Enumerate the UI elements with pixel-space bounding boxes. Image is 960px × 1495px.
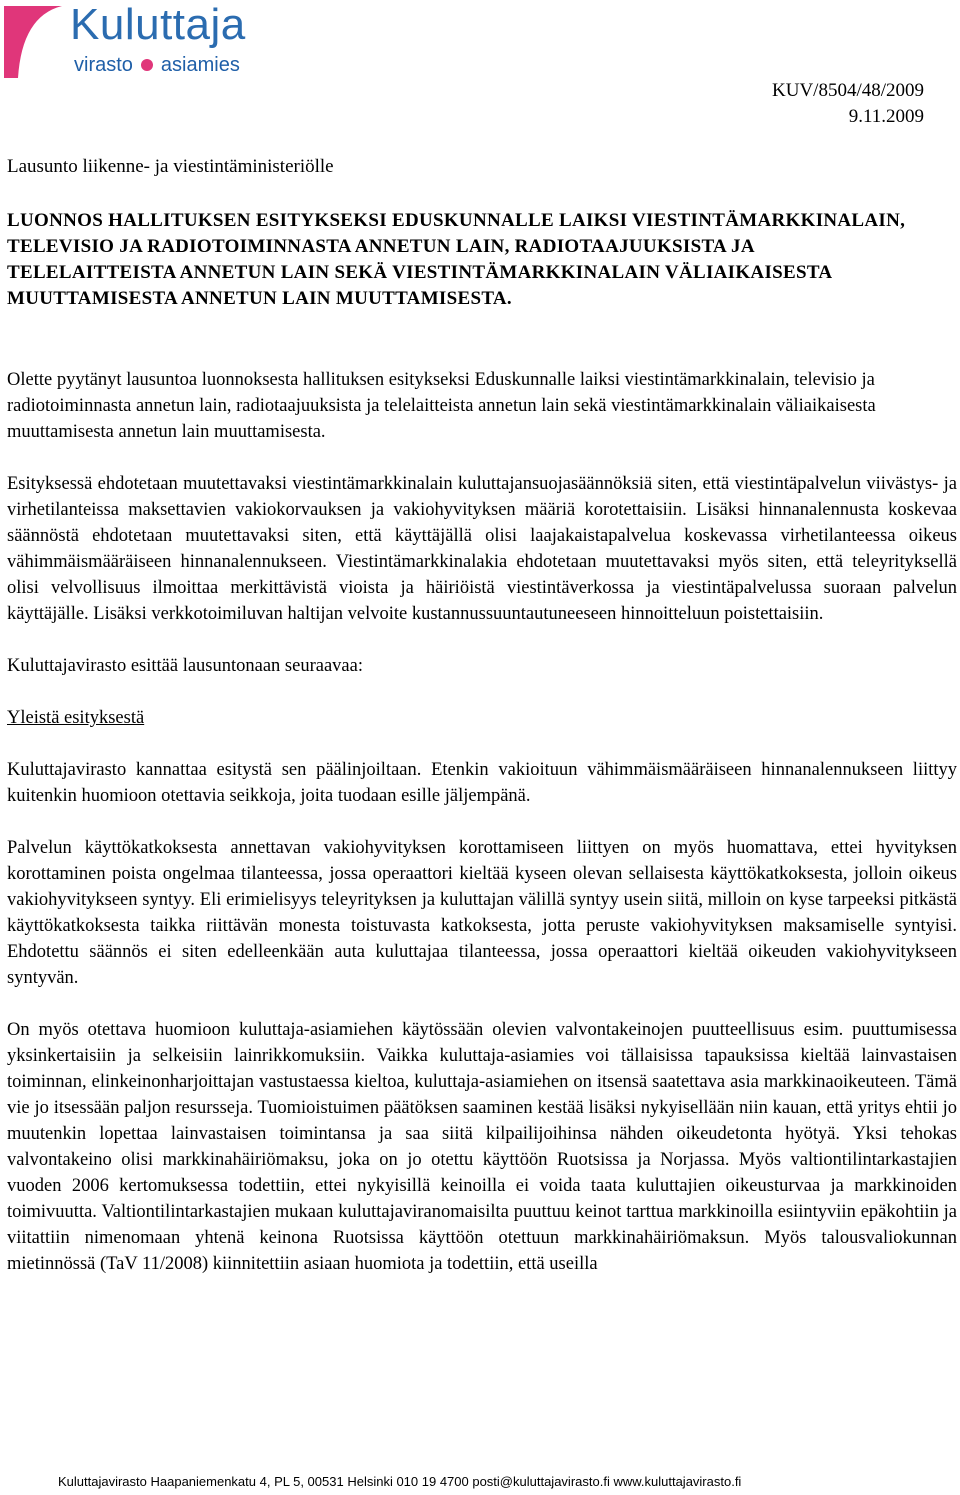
- paragraph-compensation: Palvelun käyttökatkoksesta annettavan vakiohyvityksen korottamiseen liittyen on myös huomattava, ettei hyvityksen korottaminen poista ongelmaa tilanteessa, jossa operaattori kieltää kyseen olevan sellaisesta käyttökatkoksesta, jolloin oikeus vakiohyvitykseen syntyy. Eli erimielisyys teleyrityksen ja kuluttajan välillä syntyy usein siitä, milloin on kyse tarpeeksi pitkästä käyttökatkoksesta taikka riittävän monesta toistuvasta katkoksesta, jotta peruste vakiohyvityksen maksamiselle syntyisi. Ehdotettu säännös ei siten edelleenkään auta kuluttajaa tilanteessa, jossa operaattori kieltää oikeuden vakiohyvitykseen syntyvän.: [7, 838, 957, 988]
- section-heading: [7, 705, 957, 731]
- paragraph-statement-intro: Kuluttajavirasto esittää lausuntonaan seuraavaa:: [7, 656, 363, 676]
- document-title: LUONNOS HALLITUKSEN ESITYKSEKSI EDUSKUNNALLE LAIKSI VIESTINTÄMARKKINALAIN, TELEVISIO JA RADIOTOIMINNASTA ANNETUN LAIN, RADIOTAAJUUKSISTA JA TELELAITTEISTA ANNETUN LAIN SEKÄ VIESTINTÄMARKKINALAIN VÄLIAIKAISESTA MUUTTAMISESTA ANNETUN LAIN MUUTTAMISESTA.: [7, 210, 906, 309]
- document-body: [7, 367, 957, 1303]
- recipient-line: Lausunto liikenne- ja viestintäministeriölle: [7, 156, 334, 177]
- paragraph-proposal: Esityksessä ehdotetaan muutettavaksi viestintämarkkinalain kuluttajansuojasäännöksiä siten, että viestintäpalvelun viivästys- ja virhetilanteissa maksettavien vakiokorvauksen ja vakiohyvityksen määriä korotettaisiin. Lisäksi hinnanalennusta koskevaa säännöstä ehdotetaan muutettavaksi siten, että käyttäjällä olisi laajakaistapalvelua koskevassa virhetilanteessa oikeus vähimmäismääräiseen hinnanalennukseen. Viestintämarkkinalakia ehdotetaan muutettavaksi myös siten, että teleyrityksellä olisi velvollisuus ilmoittaa merkittävistä vioista ja häiriöistä viestintäverkossa ja viestintäpalvelussa suoraan palvelun käyttäjälle. Lisäksi verkkotoimiluvan haltijan velvoite kustannussuuntautuneeseen hinnoitteluun poistettaisiin.: [7, 474, 957, 624]
- reference-block: [772, 78, 924, 130]
- logo-subtitle: [74, 54, 240, 77]
- dot-icon: [141, 59, 153, 71]
- document-date: 9.11.2009: [848, 106, 924, 127]
- paragraph-intro: Olette pyytänyt lausuntoa luonnoksesta hallituksen esitykseksi Eduskunnalle laiksi viestintämarkkinalain, televisio ja radiotoiminnasta annetun lain, radiotaajuuksista ja telelaitteista annetun lain sekä viestintämarkkinalain väliaikaisesta muuttamisesta annetun lain muuttamisesta.: [7, 370, 876, 442]
- logo-wordmark: Kuluttaja: [70, 0, 246, 49]
- paragraph-support: Kuluttajavirasto kannattaa esitystä sen päälinjoiltaan. Etenkin vakioituun vähimmäismääräiseen hinnanalennukseen liittyy kuitenkin huomioon otettavia seikkoja, joita tuodaan esille jäljempänä.: [7, 760, 957, 806]
- logo-word-left: virasto: [74, 54, 133, 76]
- logo-word-right: asiamies: [160, 54, 240, 76]
- kuluttajavirasto-logo: [4, 0, 284, 84]
- paragraph-enforcement: On myös otettava huomioon kuluttaja-asiamiehen käytössään olevien valvontakeinojen puutteellisuus esim. puuttumisessa yksinkertaisiin ja selkeisiin lainrikkomuksiin. Vaikka kuluttaja-asiamies voi tällaisissa tapauksissa kieltää lainvastaisen toiminnan, elinkeinonharjoittajan vastustaessa kieltoa, kuluttaja-asiamiehen on itsensä saatettava asia markkinaoikeuteen. Tämä vie jo itsessään paljon resursseja. Tuomioistuimen päätöksen saaminen kestää lisäksi nykyisellään niin kauan, että yritys ehtii jo muutenkin lopettaa lainvastaisen toimintansa ja saa siitä kilpailijoihinsa nähden oikeudetonta hyötyä. Yksi tehokas valvontakeino olisi markkinahäiriömaksu, joka on jo otettu käyttöön Ruotsissa ja Norjassa. Myös valtiontilintarkastajien vuoden 2006 kertomuksessa todettiin, ettei nykyisillä keinoilla ei voida taata kuluttajien oikeusturvaa ja markkinoiden toimivuutta. Valtiontilintarkastajien mukaan kuluttajaviranomaisilta puuttuu keinot tarttua markkinoilla esiintyviin epäkohtiin ja viitattiin nimenomaan yhtenä keinona Ruotsissa käyttöön otettuun markkinahäiriömaksun. Myös talousvaliokunnan mietinnössä (TaV 11/2008) kiinnitettiin asiaan huomiota ja todettiin, että useilla: [7, 1020, 957, 1274]
- page-footer: Kuluttajavirasto Haapaniemenkatu 4, PL 5, 00531 Helsinki 010 19 4700 posti@kuluttajavirasto.fi www.kuluttajavirasto.fi: [58, 1474, 742, 1489]
- logo-mark-icon: [4, 6, 68, 78]
- section-heading-text: Yleistä esityksestä: [7, 708, 145, 728]
- reference-number: KUV/8504/48/2009: [772, 80, 924, 101]
